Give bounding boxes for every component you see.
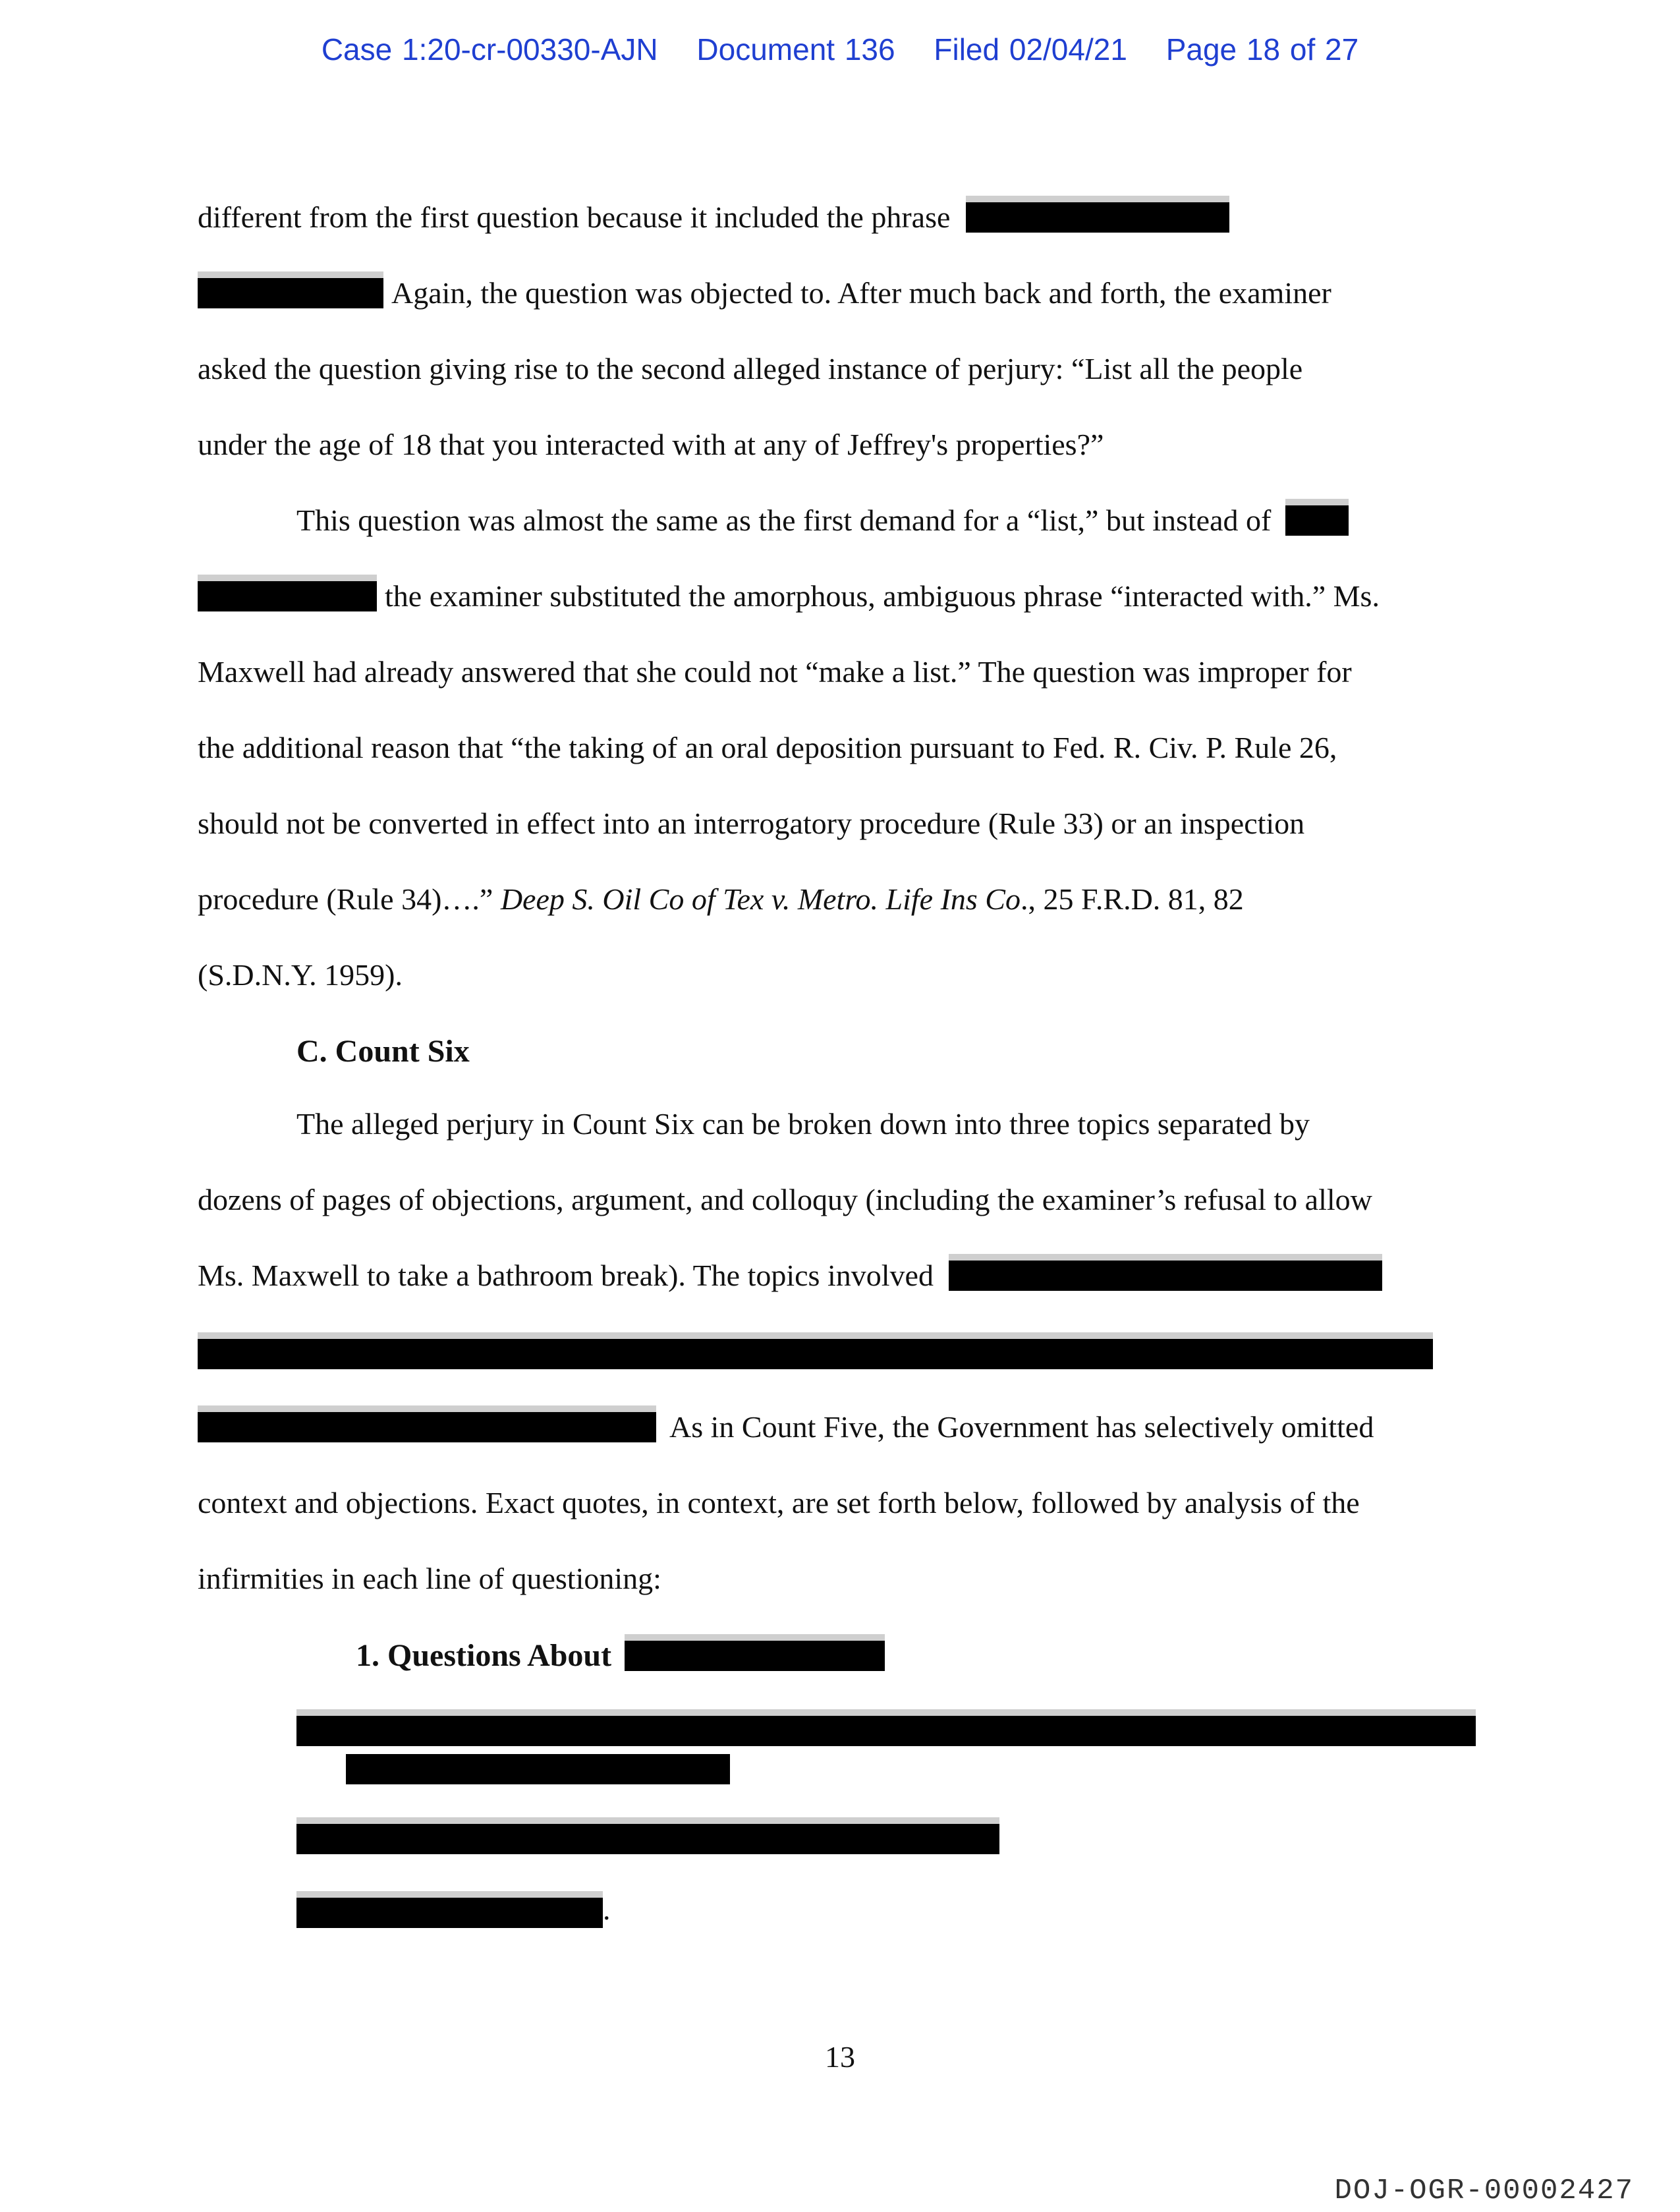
page-count: Page 18 of 27 [1165, 32, 1359, 67]
case-citation: Deep S. Oil Co of Tex v. Metro. Life Ins Co [500, 882, 1021, 916]
redaction [296, 1716, 1476, 1746]
body-line-3: asked the question giving rise to the second alleged instance of perjury: “List all the people [198, 352, 1303, 385]
redaction [198, 581, 377, 611]
body-line-7: Maxwell had already answered that she could not “make a list.” The question was improper for [198, 655, 1352, 689]
page-number: 13 [825, 2040, 855, 2074]
case-number: Case 1:20-cr-00330-AJN [321, 32, 658, 67]
body-line-4: under the age of 18 that you interacted with at any of Jeffrey's properties?” [198, 428, 1104, 461]
body-line-2: Again, the question was objected to. After much back and forth, the examiner [198, 275, 1331, 312]
redaction [198, 278, 383, 308]
body-line-6: the examiner substituted the amorphous, ambiguous phrase “interacted with.” Ms. [198, 578, 1380, 615]
section-heading-count-six: C. Count Six [296, 1034, 470, 1069]
redaction [1285, 505, 1349, 536]
body-line-17: infirmities in each line of questioning: [198, 1562, 661, 1595]
body-line-14: Ms. Maxwell to take a bathroom break). The topics involved [198, 1257, 1382, 1294]
body-line-5: This question was almost the same as the first demand for a “list,” but instead of [296, 502, 1349, 539]
body-line-12: The alleged perjury in Count Six can be broken down into three topics separated by [296, 1107, 1310, 1141]
trailing-period: . [603, 1892, 611, 1926]
body-line-16: context and objections. Exact quotes, in context, are set forth below, followed by analysis of the [198, 1486, 1360, 1519]
redaction [949, 1261, 1382, 1291]
redaction [198, 1412, 656, 1442]
body-line-8: the additional reason that “the taking of an oral deposition pursuant to Fed. R. Civ. P. Rule 26, [198, 731, 1337, 764]
body-line-9: should not be converted in effect into an interrogatory procedure (Rule 33) or an inspection [198, 807, 1305, 840]
redaction [346, 1754, 730, 1784]
bates-number: DOJ-OGR-00002427 [1334, 2174, 1634, 2207]
body-line-15: As in Count Five, the Government has selectively omitted [198, 1409, 1374, 1446]
filed-date: Filed 02/04/21 [934, 32, 1127, 67]
body-line-1: different from the first question because it included the phrase [198, 199, 1229, 236]
redaction [296, 1898, 603, 1928]
redaction [198, 1339, 1433, 1369]
case-header [0, 32, 1680, 67]
body-line-10: procedure (Rule 34)….” Deep S. Oil Co of Tex v. Metro. Life Ins Co., 25 F.R.D. 81, 82 [198, 882, 1244, 916]
document-number: Document 136 [696, 32, 895, 67]
redaction [966, 202, 1229, 233]
redaction [625, 1641, 885, 1671]
body-line-11: (S.D.N.Y. 1959). [198, 958, 403, 992]
body-line-13: dozens of pages of objections, argument, and colloquy (including the examiner’s refusal to allow [198, 1183, 1372, 1216]
redaction [296, 1824, 999, 1854]
subsection-heading-questions: 1. Questions About [356, 1637, 885, 1674]
